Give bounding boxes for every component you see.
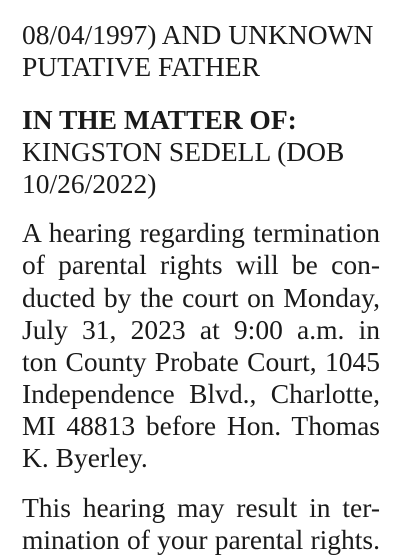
parties-line-1: 08/04/1997) AND UNKNOWN <box>22 19 374 51</box>
legal-notice <box>22 0 380 556</box>
hearing-line: MI 48813 before Hon. Thomas <box>22 410 380 442</box>
hearing-line: Independence Blvd., Charlotte, <box>22 378 380 410</box>
matter-heading: IN THE MATTER OF: <box>22 103 297 135</box>
partial-cut-line <box>22 0 380 19</box>
paragraph-gap <box>22 200 380 217</box>
hearing-line: ducted by the court on Monday, <box>22 281 380 313</box>
hearing-paragraph <box>22 217 380 475</box>
hearing-line: ton County Probate Court, 1045 <box>22 345 380 377</box>
matter-line-1: KINGSTON SEDELL (DOB <box>22 135 345 167</box>
hearing-line: July 31, 2023 at 9:00 a.m. in <box>22 313 380 345</box>
hearing-line-last: K. Byerley. <box>22 442 148 474</box>
result-line: This hearing may result in ter- <box>22 491 380 523</box>
section-gap <box>22 84 380 104</box>
result-line: mination of your parental rights. <box>22 523 380 555</box>
hearing-line: A hearing regarding termination <box>22 217 380 249</box>
matter-line-2: 10/26/2022) <box>22 167 157 199</box>
paragraph-gap <box>22 475 380 492</box>
hearing-line: of parental rights will be con- <box>22 249 380 281</box>
parties-line-2: PUTATIVE FATHER <box>22 51 260 83</box>
result-paragraph <box>22 492 380 556</box>
